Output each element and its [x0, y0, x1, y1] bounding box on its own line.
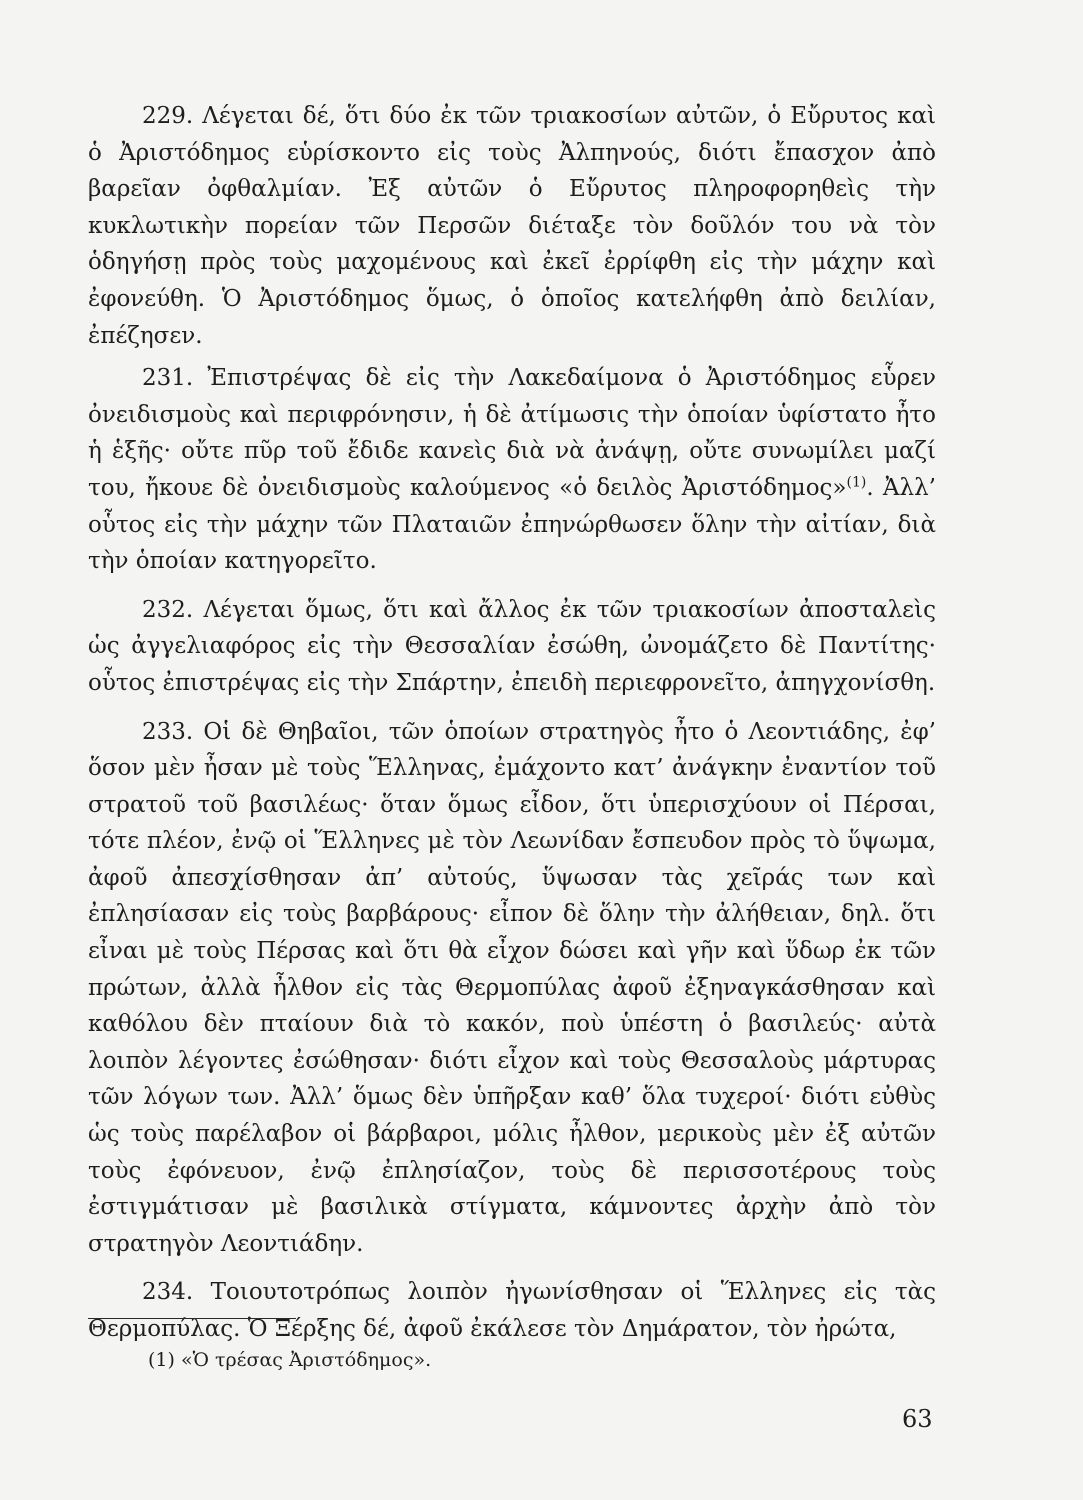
footnote-reference[interactable]: (1)	[846, 474, 867, 491]
paragraph-231-continuation: . Ἀλλ’ οὗτος εἰς τὴν μάχην τῶν Πλαταιῶν ἐπηνώρθωσεν ὅλην τὴν αἰτίαν, διὰ τὴν ὁποίαν κατηγορεῖτο.	[88, 474, 936, 575]
page-number: 63	[902, 1405, 933, 1433]
paragraph-231	[88, 360, 936, 580]
paragraph-229: 229. Λέγεται δέ, ὅτι δύο ἐκ τῶν τριακοσίων αὐτῶν, ὁ Εὔρυτος καὶ ὁ Ἀριστόδημος εὑρίσκοντο εἰς τοὺς Ἀλπηνούς, διότι ἔπασχον ἀπὸ βαρεῖαν ὀφθαλμίαν. Ἐξ αὐτῶν ὁ Εὔρυτος πληροφορηθεὶς τὴν κυκλωτικὴν πορείαν τῶν Περσῶν διέταξε τὸν δοῦλόν του νὰ τὸν ὁδηγήσῃ πρὸς τοὺς μαχομένους καὶ ἐκεῖ ἐρρίφθη εἰς τὴν μάχην καὶ ἐφονεύθη. Ὁ Ἀριστόδημος ὅμως, ὁ ὁποῖος κατελήφθη ἀπὸ δειλίαν, ἐπέζησεν.	[88, 103, 936, 349]
paragraph-232: 232. Λέγεται ὅμως, ὅτι καὶ ἄλλος ἐκ τῶν τριακοσίων ἀποσταλεὶς ὡς ἀγγελιαφόρος εἰς τὴν Θεσσαλίαν ἐσώθη, ὠνομάζετο δὲ Παντίτης· οὗτος ἐπιστρέψας εἰς τὴν Σπάρτην, ἐπειδὴ περιεφρονεῖτο, ἀπηγχονίσθη.	[88, 596, 936, 696]
footnote-divider	[88, 1318, 296, 1319]
main-text	[88, 98, 936, 1348]
paragraph-231-text: 231. Ἐπιστρέψας δὲ εἰς τὴν Λακεδαίμονα ὁ Ἀριστόδημος εὗρεν ὀνειδισμοὺς καὶ περιφρόνησιν, ἡ δὲ ἀτίμωσις τὴν ὁποίαν ὑφίστατο ἦτο ἡ ἑξῆς· οὔτε πῦρ τοῦ ἔδιδε κανεὶς διὰ νὰ ἀνάψῃ, οὔτε συνωμίλει μαζί του, ἤκουε δὲ ὀνειδισμοὺς καλούμενος «ὁ δειλὸς Ἀριστόδημος»	[88, 365, 936, 501]
paragraph-233: 233. Οἱ δὲ Θηβαῖοι, τῶν ὁποίων στρατηγὸς ἦτο ὁ Λεοντιάδης, ἐφ’ ὅσον μὲν ἦσαν μὲ τοὺς Ἕλληνας, ἐμάχοντο κατ’ ἀνάγκην ἐναντίον τοῦ στρατοῦ τοῦ βασιλέως· ὅταν ὅμως εἶδον, ὅτι ὑπερισχύουν οἱ Πέρσαι, τότε πλέον, ἐνῷ οἱ Ἕλληνες μὲ τὸν Λεωνίδαν ἔσπευδον πρὸς τὸ ὕψωμα, ἀφοῦ ἀπεσχίσθησαν ἀπ’ αὐτούς, ὕψωσαν τὰς χεῖράς των καὶ ἐπλησίασαν εἰς τοὺς βαρβάρους· εἶπον δὲ ὅλην τὴν ἀλήθειαν, δηλ. ὅτι εἶναι μὲ τοὺς Πέρσας καὶ ὅτι θὰ εἶχον δώσει καὶ γῆν καὶ ὕδωρ ἐκ τῶν πρώτων, ἀλλὰ ἦλθον εἰς τὰς Θερμοπύλας ἀφοῦ ἐξηναγκάσθησαν καὶ καθόλου δὲν πταίουν διὰ τὸ κακόν, ποὺ ὑπέστη ὁ βασιλεύς· αὐτὰ λοιπὸν λέγοντες ἐσώθησαν· διότι εἶχον καὶ τοὺς Θεσσαλοὺς μάρτυρας τῶν λόγων των. Ἀλλ’ ὅμως δὲν ὑπῆρξαν καθ’ ὅλα τυχεροί· διότι εὐθὺς ὡς τοὺς παρέλαβον οἱ βάρβαροι, μόλις ἦλθον, μερικοὺς μὲν ἐξ αὐτῶν τοὺς ἐφόνευον, ἐνῷ ἐπλησίαζον, τοὺς δὲ περισσοτέρους τοὺς ἐστιγμάτισαν μὲ βασιλικὰ στίγματα, κάμνοντες ἀρχὴν ἀπὸ τὸν στρατηγὸν Λεοντιάδην.	[88, 718, 936, 1257]
paragraph-234: 234. Τοιουτοτρόπως λοιπὸν ἠγωνίσθησαν οἱ Ἕλληνες εἰς τὰς Θερμοπύλας. Ὁ Ξέρξης δέ, ἀφοῦ ἐκάλεσε τὸν Δημάρατον, τὸν ἠρώτα,	[88, 1279, 936, 1342]
footnote: (1) «Ὁ τρέσας Ἀριστόδημος».	[148, 1349, 432, 1371]
